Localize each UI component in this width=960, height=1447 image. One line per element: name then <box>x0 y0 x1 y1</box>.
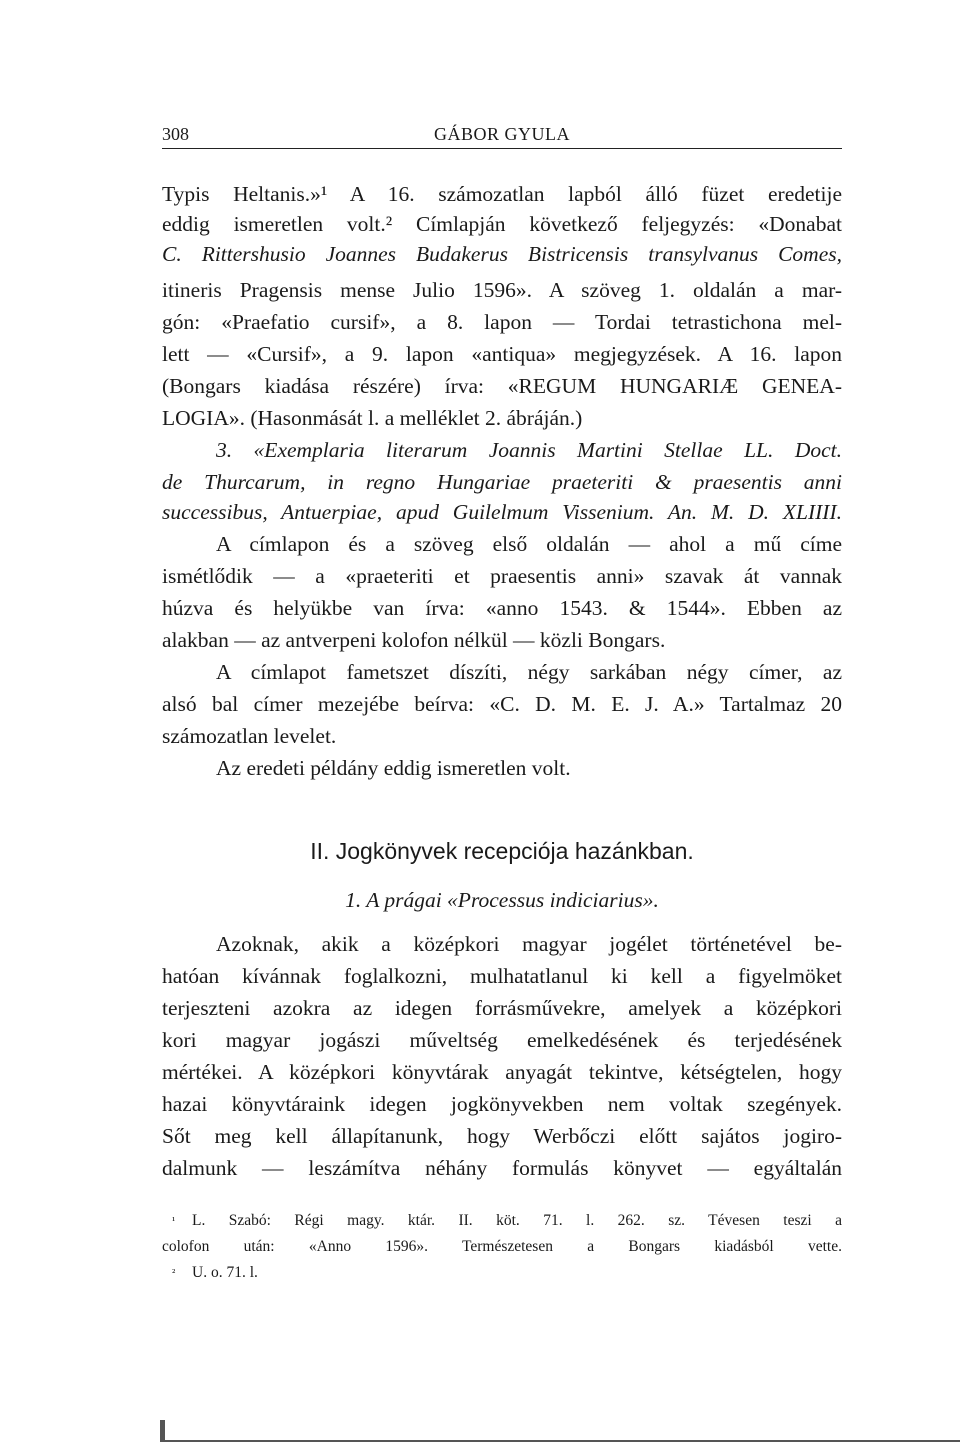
text-line: de Thurcarum, in regno Hungariae praeteriti & praesentis anni <box>162 470 842 494</box>
text-line: Azoknak, akik a középkori magyar jogélet történetével be- <box>216 932 842 956</box>
text-line: alakban — az antverpeni kolofon nélkül — közli Bongars. <box>162 628 666 652</box>
text-line: mértékei. A középkori könyvtárak anyagát tekintve, kétségtelen, hogy <box>162 1060 842 1084</box>
text-line: alsó bal címer mezejébe beírva: «C. D. M. E. J. A.» Tartalmaz 20 <box>162 692 842 716</box>
text-line: terjeszteni azokra az idegen forrásművekre, amelyek a középkori <box>162 996 842 1020</box>
footnote-line: colofon után: «Anno 1596». Természetesen a Bongars kiadásból vette. <box>162 1238 842 1255</box>
text-line: A címlapon és a szöveg első oldalán — ahol a mű címe <box>216 532 842 556</box>
footnote-line: L. Szabó: Régi magy. ktár. II. köt. 71. l. 262. sz. Tévesen teszi a <box>192 1212 842 1229</box>
text-line: hazai könyvtáraink idegen jogkönyvekben nem voltak szegények. <box>162 1092 842 1116</box>
text-line: gón: «Praefatio cursif», a 8. lapon — Tordai tetrastichona mel- <box>162 310 842 334</box>
section-heading: II. Jogkönyvek recepciója hazánkban. <box>310 838 694 864</box>
text-line: kori magyar jogászi műveltség emelkedésének és terjedésének <box>162 1028 842 1052</box>
text-line: successibus, Antuerpiae, apud Guilelmum Vissenium. An. M. D. XLIIII. <box>162 500 842 524</box>
footnote-marker: ¹ <box>172 1215 176 1227</box>
text-line: (Bongars kiadása részére) írva: «REGUM HUNGARIÆ GENEA- <box>162 374 842 398</box>
text-line: lett — «Cursif», a 9. lapon «antiqua» megjegyzések. A 16. lapon <box>162 342 842 366</box>
text-line: dalmunk — leszámítva néhány formulás könyvet — egyáltalán <box>162 1156 842 1180</box>
text-line: itineris Pragensis mense Julio 1596». A szöveg 1. oldalán a mar- <box>162 278 842 302</box>
text-line: hatóan kívánnak foglalkozni, mulhatatlanul ki kell a figyelmöket <box>162 964 842 988</box>
header-rule <box>162 148 842 149</box>
text-line: eddig ismeretlen volt.² Címlapján következő feljegyzés: «Donabat <box>162 212 842 236</box>
text-line: számozatlan levelet. <box>162 724 337 748</box>
scan-edge-mark <box>160 1420 165 1440</box>
subsection-heading: 1. A prágai «Processus indiciarius». <box>345 888 659 912</box>
text-line: LOGIA». (Hasonmását l. a melléklet 2. ábráján.) <box>162 406 583 430</box>
text-line: 3. «Exemplaria literarum Joannis Martini Stellae LL. Doct. <box>216 438 842 462</box>
text-line: C. Rittershusio Joannes Budakerus Bistricensis transylvanus Comes, <box>162 242 842 266</box>
running-header <box>162 124 842 150</box>
text-line: A címlapot fametszet díszíti, négy sarkában négy címer, az <box>216 660 842 684</box>
text-line: Typis Heltanis.»¹ A 16. számozatlan lapból álló füzet eredetije <box>162 182 842 206</box>
footnote-marker: ² <box>172 1267 176 1279</box>
scan-edge-line <box>160 1440 960 1442</box>
text-line: húzva és helyükbe van írva: «anno 1543. & 1544». Ebben az <box>162 596 842 620</box>
text-line: Az eredeti példány eddig ismeretlen volt. <box>216 756 571 780</box>
footnote-line: U. o. 71. l. <box>192 1264 258 1281</box>
page-number: 308 <box>162 124 189 144</box>
running-title: GÁBOR GYULA <box>434 124 570 144</box>
text-line: Sőt meg kell állapítanunk, hogy Werbőczi előtt sajátos jogiro- <box>162 1124 842 1148</box>
text-line: ismétlődik — a «praeteriti et praesentis anni» szavak át vannak <box>162 564 842 588</box>
